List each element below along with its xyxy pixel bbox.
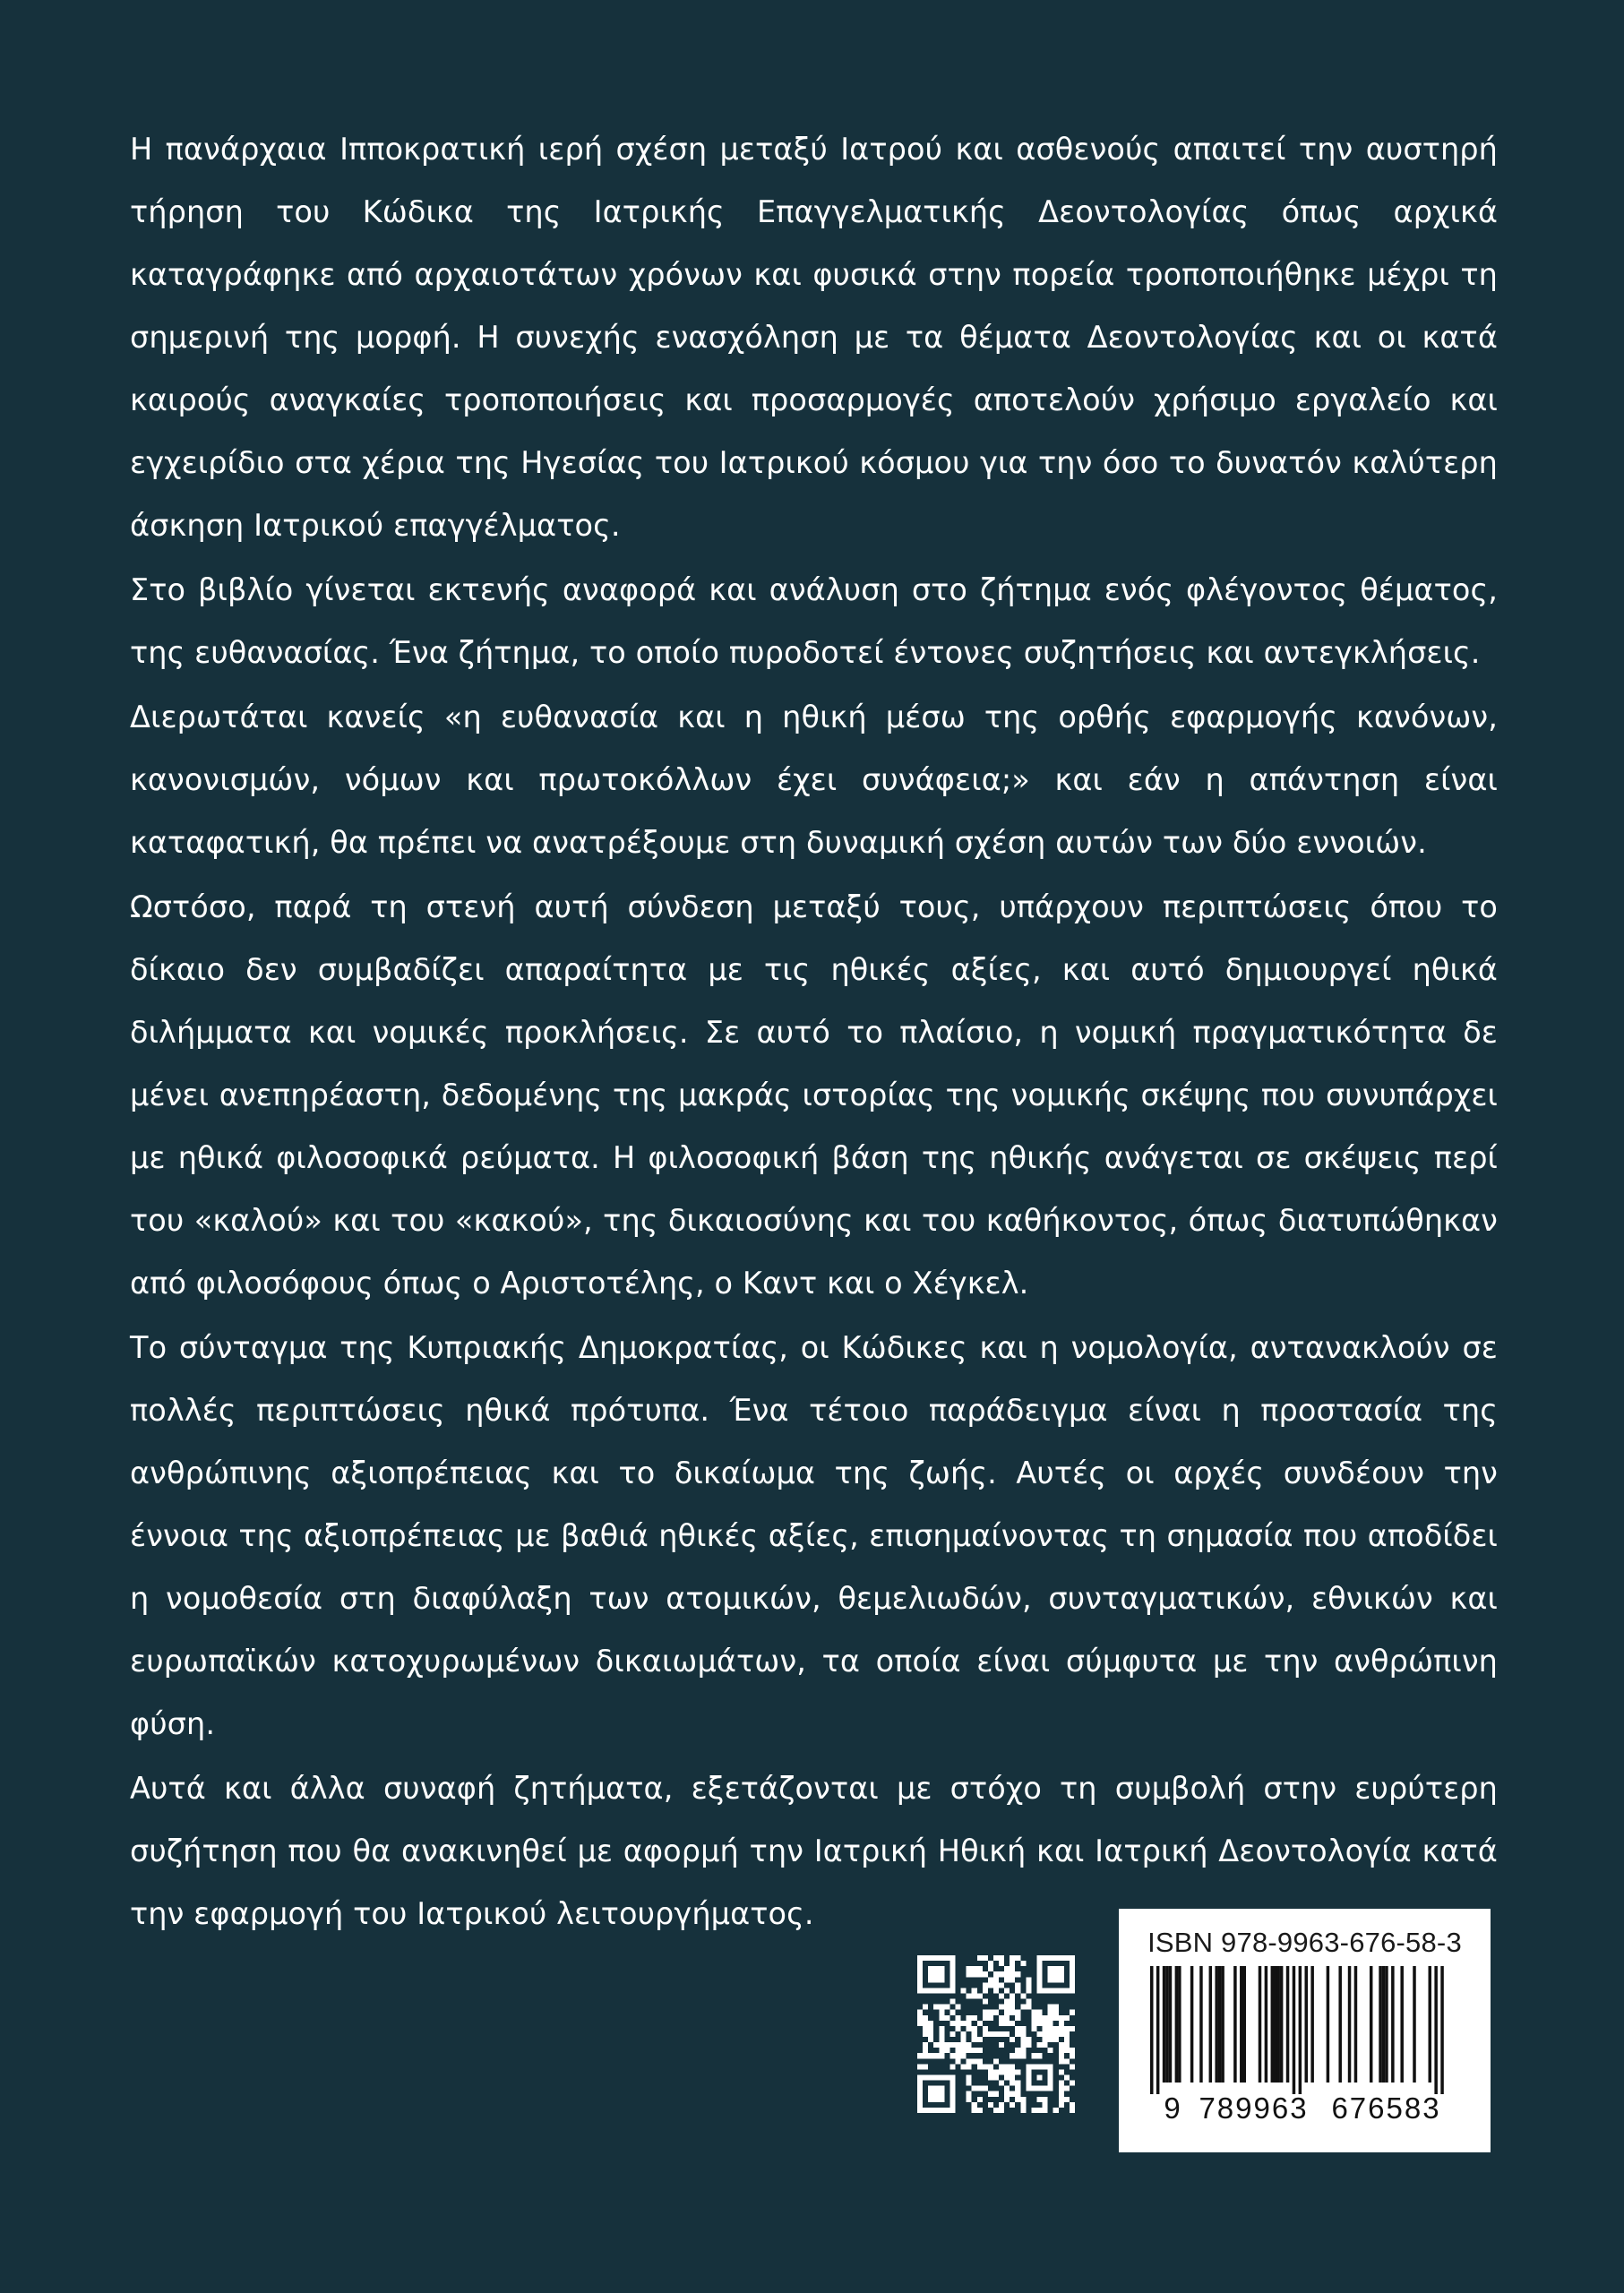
blurb-paragraph: Ωστόσο, παρά τη στενή αυτή σύνδεση μεταξύ τους, υπάρχουν περιπτώσεις όπου το δίκαιο δεν συμβαδίζει απαραίτητα με τις ηθικές αξίες, και αυτό δημιουργεί ηθικά διλήμματα και νομικές προκλήσεις. Σε αυτό το πλαίσιο, η νομική πραγματικότητα δε μένει ανεπηρέαστη, δεδομένης της μακράς ιστορίας της νομικής σκέψης που συνυπάρχει με ηθικά φιλοσοφικά ρεύματα. Η φιλοσοφική βάση της ηθικής ανάγεται σε σκέψεις περί του «καλού» και του «κακού», της δικαιοσύνης και του καθήκοντος, όπως διατυπώθηκαν από φιλοσόφους όπως ο Αριστοτέλης, ο Καντ και ο Χέγκελ. bbox=[130, 889, 1498, 1301]
blurb-paragraph: Στο βιβλίο γίνεται εκτενής αναφορά και ανάλυση στο ζήτημα ενός φλέγοντος θέματος, της ευθανασίας. Ένα ζήτημα, το οποίο πυροδοτεί έντονες συζητήσεις και αντεγκλήσεις. bbox=[130, 572, 1498, 670]
blurb-paragraph: Το σύνταγμα της Κυπριακής Δημοκρατίας, οι Κώδικες και η νομολογία, αντανακλούν σε πολλές περιπτώσεις ηθικά πρότυπα. Ένα τέτοιο παράδειγμα είναι η προστασία της ανθρώπινης αξιοπρέπειας και το δικαίωμα της ζωής. Αυτές οι αρχές συνδέουν την έννοια της αξιοπρέπειας με βαθιά ηθικές αξίες, επισημαίνοντας τη σημασία που αποδίδει η νομοθεσία στη διαφύλαξη των ατομικών, θεμελιωδών, συνταγματικών, εθνικών και ευρωπαϊκών κατοχυρωμένων δικαιωμάτων, τα οποία είναι σύμφυτα με την ανθρώπινη φύση. bbox=[130, 1330, 1498, 1741]
ean-group-1: 789963 bbox=[1199, 2091, 1309, 2125]
blurb-text-block bbox=[130, 118, 1498, 1945]
isbn-label: ISBN 978-9963-676-58-3 bbox=[1147, 1927, 1462, 1958]
qr-code-canvas bbox=[917, 1955, 1075, 2113]
isbn-barcode-box bbox=[1119, 1909, 1491, 2152]
qr-code[interactable] bbox=[917, 1955, 1075, 2113]
ean13-barcode bbox=[1119, 1964, 1491, 2131]
blurb-paragraph: Διερωτάται κανείς «η ευθανασία και η ηθική μέσω της ορθής εφαρμογής κανόνων, κανονισμών, νόμων και πρωτοκόλλων έχει συνάφεια;» και εάν η απάντηση είναι καταφατική, θα πρέπει να ανατρέξουμε στη δυναμική σχέση αυτών των δύο εννοιών. bbox=[130, 700, 1498, 860]
blurb-paragraph: Αυτά και άλλα συναφή ζητήματα, εξετάζονται με στόχο τη συμβολή στην ευρύτερη συζήτηση που θα ανακινηθεί με αφορμή την Ιατρική Ηθική και Ιατρική Δεοντολογία κατά την εφαρμογή του Ιατρικού λειτουργήματος. bbox=[130, 1771, 1498, 1931]
ean-group-2: 676583 bbox=[1331, 2091, 1441, 2125]
ean-left-digit: 9 bbox=[1164, 2091, 1181, 2125]
blurb-paragraph: Η πανάρχαια Ιπποκρατική ιερή σχέση μεταξύ Ιατρού και ασθενούς απαιτεί την αυστηρή τήρηση του Κώδικα της Ιατρικής Επαγγελματικής Δεοντολογίας όπως αρχικά καταγράφηκε από αρχαιοτάτων χρόνων και φυσικά στην πορεία τροποποιήθηκε μέχρι τη σημερινή της μορφή. Η συνεχής ενασχόληση με τα θέματα Δεοντολογίας και οι κατά καιρούς αναγκαίες τροποποιήσεις και προσαρμογές αποτελούν χρήσιμο εργαλείο και εγχειρίδιο στα χέρια της Ηγεσίας του Ιατρικού κόσμου για την όσο το δυνατόν καλύτερη άσκηση Ιατρικού επαγγέλματος. bbox=[130, 132, 1498, 543]
barcode-bars bbox=[1150, 1964, 1459, 2099]
